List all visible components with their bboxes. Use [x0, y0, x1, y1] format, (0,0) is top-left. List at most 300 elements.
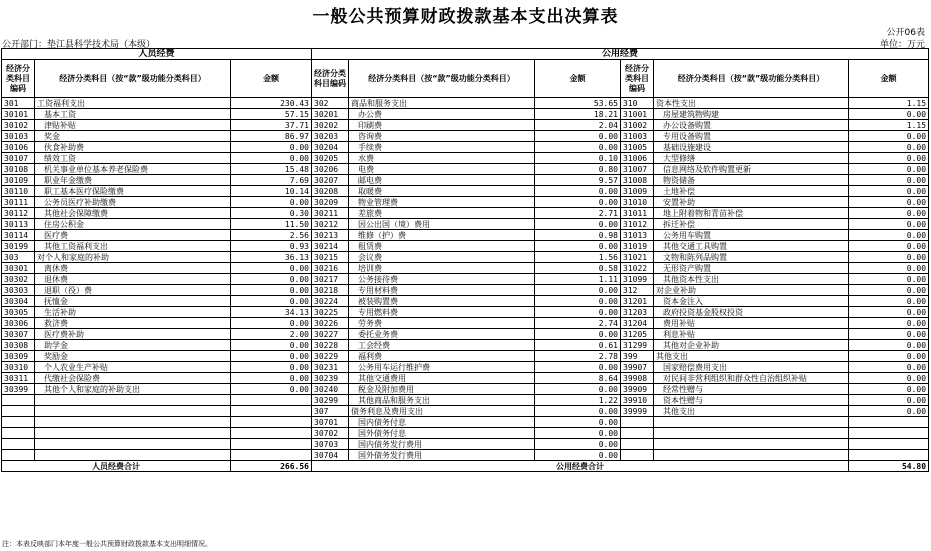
table-row — [2, 142, 929, 153]
subject-cell: 其他商品和服务支出 — [349, 395, 535, 406]
code-cell: 39907 — [621, 362, 654, 373]
code-cell: 30306 — [2, 318, 35, 329]
code-cell: 31008 — [621, 175, 654, 186]
subject-cell — [654, 417, 849, 428]
subject-cell: 其他支出 — [654, 351, 849, 362]
amount-cell: 0.00 — [849, 340, 929, 351]
amount-cell: 86.97 — [231, 131, 312, 142]
amount-cell: 1.15 — [849, 98, 929, 109]
subject-cell: 奖金 — [35, 131, 231, 142]
subject-cell: 专用燃料费 — [349, 307, 535, 318]
amount-cell: 34.13 — [231, 307, 312, 318]
code-cell — [2, 417, 35, 428]
table-row — [2, 153, 929, 164]
amount-cell: 0.00 — [849, 318, 929, 329]
code-cell: 312 — [621, 285, 654, 296]
subject-cell: 工资福利支出 — [35, 98, 231, 109]
amount-cell: 0.00 — [849, 329, 929, 340]
code-cell: 30214 — [312, 241, 349, 252]
col-amount-header: 金额 — [849, 60, 929, 98]
code-cell: 30213 — [312, 230, 349, 241]
amount-cell: 0.00 — [849, 153, 929, 164]
subject-cell: 邮电费 — [349, 175, 535, 186]
amount-cell: 0.00 — [535, 197, 621, 208]
table-row — [2, 428, 929, 439]
code-cell: 31005 — [621, 142, 654, 153]
subject-cell: 会议费 — [349, 252, 535, 263]
code-cell: 30114 — [2, 230, 35, 241]
amount-cell: 0.00 — [849, 230, 929, 241]
subject-cell — [35, 450, 231, 461]
col-code-header: 经济分类科目编码 — [621, 60, 654, 98]
amount-cell: 0.00 — [231, 373, 312, 384]
code-cell: 39999 — [621, 406, 654, 417]
amount-cell: 0.00 — [535, 296, 621, 307]
amount-cell: 0.00 — [849, 362, 929, 373]
code-cell: 30303 — [2, 285, 35, 296]
subject-cell: 文物和陈列品购置 — [654, 252, 849, 263]
code-cell: 30704 — [312, 450, 349, 461]
code-cell: 30108 — [2, 164, 35, 175]
code-cell: 30227 — [312, 329, 349, 340]
col-subject-header: 经济分类科目（按“款”级功能分类科目） — [35, 60, 231, 98]
code-cell: 30102 — [2, 120, 35, 131]
subject-cell: 对民间非营利组织和群众性自治组织补贴 — [654, 373, 849, 384]
code-cell: 30218 — [312, 285, 349, 296]
unit-label: 单位：万元 — [879, 40, 925, 50]
code-cell: 30304 — [2, 296, 35, 307]
code-cell — [2, 395, 35, 406]
subject-cell — [654, 428, 849, 439]
amount-cell: 0.00 — [535, 450, 621, 461]
table-row — [2, 362, 929, 373]
code-cell: 31022 — [621, 263, 654, 274]
code-cell: 30211 — [312, 208, 349, 219]
amount-cell: 2.71 — [535, 208, 621, 219]
amount-cell: 0.00 — [849, 395, 929, 406]
amount-cell: 0.58 — [535, 263, 621, 274]
code-cell — [621, 417, 654, 428]
amount-cell: 0.00 — [231, 362, 312, 373]
amount-cell: 0.00 — [849, 252, 929, 263]
subject-cell: 个人农业生产补贴 — [35, 362, 231, 373]
table-row — [2, 263, 929, 274]
amount-cell: 0.00 — [231, 197, 312, 208]
subject-cell: 住房公积金 — [35, 219, 231, 230]
code-cell: 31001 — [621, 109, 654, 120]
code-cell: 31205 — [621, 329, 654, 340]
table-row — [2, 131, 929, 142]
amount-cell: 0.00 — [535, 219, 621, 230]
code-cell: 30208 — [312, 186, 349, 197]
subject-cell: 差旅费 — [349, 208, 535, 219]
table-row — [2, 164, 929, 175]
subject-cell: 对企业补助 — [654, 285, 849, 296]
amount-cell: 1.15 — [849, 120, 929, 131]
code-cell: 30307 — [2, 329, 35, 340]
table-row — [2, 296, 929, 307]
subject-cell: 国内债务发行费用 — [349, 439, 535, 450]
code-cell: 39908 — [621, 373, 654, 384]
amount-cell: 2.04 — [535, 120, 621, 131]
code-cell: 31021 — [621, 252, 654, 263]
amount-cell: 9.57 — [535, 175, 621, 186]
subject-cell: 抚恤金 — [35, 296, 231, 307]
subject-cell: 物资储备 — [654, 175, 849, 186]
code-cell: 30216 — [312, 263, 349, 274]
amount-cell: 0.00 — [231, 153, 312, 164]
code-cell: 30103 — [2, 131, 35, 142]
amount-cell: 0.00 — [535, 439, 621, 450]
amount-cell — [849, 439, 929, 450]
subject-cell: 办公设备购置 — [654, 120, 849, 131]
subject-cell: 福利费 — [349, 351, 535, 362]
code-cell: 31003 — [621, 131, 654, 142]
table-row — [2, 219, 929, 230]
form-code: 公开06表 — [886, 28, 925, 38]
code-cell: 30101 — [2, 109, 35, 120]
code-cell: 302 — [312, 98, 349, 109]
amount-cell: 0.00 — [231, 351, 312, 362]
code-cell: 30217 — [312, 274, 349, 285]
code-cell: 30199 — [2, 241, 35, 252]
subject-cell: 政府投资基金股权投资 — [654, 307, 849, 318]
subject-cell: 咨询费 — [349, 131, 535, 142]
code-cell: 30399 — [2, 384, 35, 395]
code-cell: 30209 — [312, 197, 349, 208]
amount-cell: 0.00 — [849, 164, 929, 175]
amount-cell: 0.00 — [849, 296, 929, 307]
subject-cell: 维修（护）费 — [349, 230, 535, 241]
amount-cell: 0.00 — [849, 406, 929, 417]
table-row — [2, 417, 929, 428]
table-row — [2, 109, 929, 120]
code-cell: 39909 — [621, 384, 654, 395]
amount-cell: 0.00 — [231, 318, 312, 329]
subject-cell: 安置补助 — [654, 197, 849, 208]
amount-cell: 2.78 — [535, 351, 621, 362]
subject-cell: 生活补助 — [35, 307, 231, 318]
table-row — [2, 98, 929, 109]
subject-cell: 基本工资 — [35, 109, 231, 120]
subject-cell — [35, 417, 231, 428]
amount-cell: 0.98 — [535, 230, 621, 241]
code-cell: 30228 — [312, 340, 349, 351]
subject-cell: 工会经费 — [349, 340, 535, 351]
subject-cell: 公务用车运行维护费 — [349, 362, 535, 373]
subject-cell: 无形资产购置 — [654, 263, 849, 274]
amount-cell: 0.00 — [535, 307, 621, 318]
table-row — [2, 439, 929, 450]
code-cell: 30308 — [2, 340, 35, 351]
code-cell: 30226 — [312, 318, 349, 329]
amount-cell: 230.43 — [231, 98, 312, 109]
subject-cell: 国家赔偿费用支出 — [654, 362, 849, 373]
col-code-header: 经济分类科目编码 — [312, 60, 349, 98]
amount-cell: 18.21 — [535, 109, 621, 120]
code-cell: 31203 — [621, 307, 654, 318]
code-cell: 31011 — [621, 208, 654, 219]
amount-cell: 11.50 — [231, 219, 312, 230]
table-row — [2, 252, 929, 263]
table-row — [2, 285, 929, 296]
code-cell: 301 — [2, 98, 35, 109]
amount-cell: 0.00 — [849, 263, 929, 274]
subject-cell: 其他社会保障缴费 — [35, 208, 231, 219]
subject-cell: 利息补贴 — [654, 329, 849, 340]
subject-cell: 其他资本性支出 — [654, 274, 849, 285]
subject-cell: 公务接待费 — [349, 274, 535, 285]
code-cell: 30207 — [312, 175, 349, 186]
amount-cell: 0.00 — [849, 373, 929, 384]
code-cell: 30109 — [2, 175, 35, 186]
code-cell: 30112 — [2, 208, 35, 219]
subject-cell: 因公出国（境）费用 — [349, 219, 535, 230]
table-row — [2, 197, 929, 208]
table-row — [2, 208, 929, 219]
table-row — [2, 120, 929, 131]
col-subject-header: 经济分类科目（按“款”级功能分类科目） — [654, 60, 849, 98]
subject-cell: 奖励金 — [35, 351, 231, 362]
subject-cell: 房屋建筑物购建 — [654, 109, 849, 120]
code-cell: 30301 — [2, 263, 35, 274]
amount-cell: 2.56 — [231, 230, 312, 241]
amount-cell: 0.00 — [849, 351, 929, 362]
code-cell — [621, 450, 654, 461]
code-cell: 30205 — [312, 153, 349, 164]
table-row — [2, 373, 929, 384]
code-cell: 30309 — [2, 351, 35, 362]
group-personnel-header: 人员经费 — [2, 49, 312, 60]
amount-cell: 7.69 — [231, 175, 312, 186]
amount-cell: 0.00 — [849, 142, 929, 153]
table-row — [2, 230, 929, 241]
code-cell: 31204 — [621, 318, 654, 329]
subject-cell: 拆迁补偿 — [654, 219, 849, 230]
code-cell: 30240 — [312, 384, 349, 395]
subject-cell: 国外债务付息 — [349, 428, 535, 439]
page-title: 一般公共预算财政拨款基本支出决算表 — [312, 7, 619, 27]
amount-cell — [231, 450, 312, 461]
amount-cell: 0.00 — [849, 109, 929, 120]
subject-cell — [654, 439, 849, 450]
code-cell: 303 — [2, 252, 35, 263]
amount-cell: 1.56 — [535, 252, 621, 263]
amount-cell: 0.00 — [849, 197, 929, 208]
subject-cell: 税金及附加费用 — [349, 384, 535, 395]
subject-cell: 机关事业单位基本养老保险费 — [35, 164, 231, 175]
amount-cell: 0.00 — [535, 428, 621, 439]
amount-cell: 0.00 — [849, 285, 929, 296]
amount-cell: 57.15 — [231, 109, 312, 120]
amount-cell — [231, 417, 312, 428]
amount-cell: 1.22 — [535, 395, 621, 406]
code-cell: 399 — [621, 351, 654, 362]
code-cell: 30305 — [2, 307, 35, 318]
code-cell: 30201 — [312, 109, 349, 120]
total-public-value: 54.80 — [849, 461, 929, 472]
subject-cell: 租赁费 — [349, 241, 535, 252]
table-row — [2, 186, 929, 197]
code-cell: 30224 — [312, 296, 349, 307]
table-row — [2, 307, 929, 318]
amount-cell: 0.00 — [231, 296, 312, 307]
code-cell: 31099 — [621, 274, 654, 285]
subject-cell — [35, 428, 231, 439]
amount-cell — [231, 406, 312, 417]
table-row — [2, 450, 929, 461]
subject-cell: 其他工资福利支出 — [35, 241, 231, 252]
table-row — [2, 274, 929, 285]
col-subject-header: 经济分类科目（按“款”级功能分类科目） — [349, 60, 535, 98]
subject-cell: 津贴补贴 — [35, 120, 231, 131]
total-personnel-label: 人员经费合计 — [2, 461, 231, 472]
subject-cell: 助学金 — [35, 340, 231, 351]
col-amount-header: 金额 — [231, 60, 312, 98]
amount-cell: 15.48 — [231, 164, 312, 175]
code-cell: 30202 — [312, 120, 349, 131]
amount-cell: 0.00 — [231, 274, 312, 285]
code-cell: 30239 — [312, 373, 349, 384]
col-code-header: 经济分类科目编码 — [2, 60, 35, 98]
subject-cell: 离休费 — [35, 263, 231, 274]
subject-cell: 土地补偿 — [654, 186, 849, 197]
amount-cell: 0.00 — [535, 406, 621, 417]
code-cell — [621, 428, 654, 439]
code-cell: 30299 — [312, 395, 349, 406]
subject-cell — [35, 406, 231, 417]
subject-cell: 物业管理费 — [349, 197, 535, 208]
subject-cell: 取暖费 — [349, 186, 535, 197]
amount-cell — [849, 428, 929, 439]
code-cell: 30107 — [2, 153, 35, 164]
amount-cell: 2.74 — [535, 318, 621, 329]
code-cell — [621, 439, 654, 450]
subject-cell: 其他对企业补助 — [654, 340, 849, 351]
expenditure-table — [1, 48, 929, 472]
subject-cell: 培训费 — [349, 263, 535, 274]
subject-cell: 救济费 — [35, 318, 231, 329]
amount-cell: 0.30 — [231, 208, 312, 219]
subject-cell: 职工基本医疗保险缴费 — [35, 186, 231, 197]
code-cell: 31010 — [621, 197, 654, 208]
subject-cell: 资本性支出 — [654, 98, 849, 109]
subject-cell: 绩效工资 — [35, 153, 231, 164]
subject-cell: 地上附着物和青苗补偿 — [654, 208, 849, 219]
amount-cell: 0.00 — [535, 329, 621, 340]
subject-cell: 印刷费 — [349, 120, 535, 131]
table-row — [2, 318, 929, 329]
subject-cell: 基础设施建设 — [654, 142, 849, 153]
amount-cell: 10.14 — [231, 186, 312, 197]
footnote: 注：本表反映部门本年度一般公共预算财政拨款基本支出明细情况。 — [2, 540, 212, 548]
total-public-label: 公用经费合计 — [312, 461, 849, 472]
amount-cell: 0.00 — [849, 241, 929, 252]
code-cell: 30231 — [312, 362, 349, 373]
subject-cell: 其他交通工具购置 — [654, 241, 849, 252]
code-cell: 31009 — [621, 186, 654, 197]
amount-cell: 0.93 — [231, 241, 312, 252]
subject-cell: 伙食补助费 — [35, 142, 231, 153]
code-cell: 30701 — [312, 417, 349, 428]
amount-cell: 0.00 — [535, 241, 621, 252]
table-row — [2, 340, 929, 351]
subject-cell: 国内债务付息 — [349, 417, 535, 428]
amount-cell: 0.00 — [535, 285, 621, 296]
group-public-header: 公用经费 — [312, 49, 929, 60]
code-cell — [2, 439, 35, 450]
code-cell: 30110 — [2, 186, 35, 197]
code-cell: 39910 — [621, 395, 654, 406]
amount-cell: 53.65 — [535, 98, 621, 109]
amount-cell: 0.00 — [231, 263, 312, 274]
table-row — [2, 351, 929, 362]
subject-cell: 劳务费 — [349, 318, 535, 329]
table-row — [2, 384, 929, 395]
amount-cell: 0.00 — [231, 340, 312, 351]
code-cell — [2, 450, 35, 461]
amount-cell: 0.00 — [535, 131, 621, 142]
subject-cell: 退职（役）费 — [35, 285, 231, 296]
amount-cell: 0.00 — [535, 362, 621, 373]
subject-cell: 职业年金缴费 — [35, 175, 231, 186]
amount-cell: 37.71 — [231, 120, 312, 131]
amount-cell: 0.00 — [849, 186, 929, 197]
amount-cell: 0.00 — [849, 274, 929, 285]
subject-cell: 公务用车购置 — [654, 230, 849, 241]
code-cell: 30310 — [2, 362, 35, 373]
code-cell: 30212 — [312, 219, 349, 230]
subject-cell: 退休费 — [35, 274, 231, 285]
amount-cell: 1.11 — [535, 274, 621, 285]
subject-cell: 其他个人和家庭的补助支出 — [35, 384, 231, 395]
subject-cell: 商品和服务支出 — [349, 98, 535, 109]
subject-cell: 电费 — [349, 164, 535, 175]
code-cell: 30111 — [2, 197, 35, 208]
code-cell: 31002 — [621, 120, 654, 131]
amount-cell: 0.00 — [849, 208, 929, 219]
code-cell: 31299 — [621, 340, 654, 351]
code-cell: 30229 — [312, 351, 349, 362]
code-cell — [2, 406, 35, 417]
table-row — [2, 175, 929, 186]
code-cell: 30702 — [312, 428, 349, 439]
amount-cell — [849, 450, 929, 461]
code-cell: 310 — [621, 98, 654, 109]
amount-cell: 0.00 — [535, 417, 621, 428]
code-cell: 31007 — [621, 164, 654, 175]
subject-cell — [654, 450, 849, 461]
code-cell: 31019 — [621, 241, 654, 252]
amount-cell: 0.00 — [231, 384, 312, 395]
code-cell: 30302 — [2, 274, 35, 285]
amount-cell: 0.00 — [535, 186, 621, 197]
code-cell: 30311 — [2, 373, 35, 384]
subject-cell: 信息网络及软件购置更新 — [654, 164, 849, 175]
code-cell: 31012 — [621, 219, 654, 230]
subject-cell — [35, 395, 231, 406]
amount-cell — [231, 395, 312, 406]
subject-cell — [35, 439, 231, 450]
table-row — [2, 395, 929, 406]
amount-cell: 0.00 — [849, 175, 929, 186]
amount-cell: 0.80 — [535, 164, 621, 175]
table-row — [2, 329, 929, 340]
subject-cell: 代缴社会保险费 — [35, 373, 231, 384]
subject-cell: 医疗费 — [35, 230, 231, 241]
amount-cell: 0.10 — [535, 153, 621, 164]
subject-cell: 办公费 — [349, 109, 535, 120]
